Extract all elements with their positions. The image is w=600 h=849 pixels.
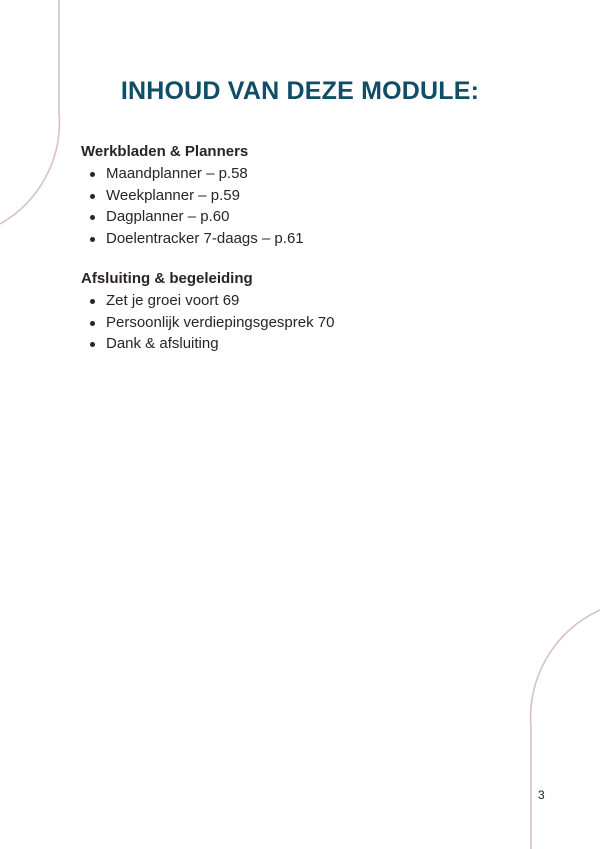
list-item-label: Maandplanner – p.58 bbox=[106, 165, 248, 182]
list-item-label: Persoonlijk verdiepingsgesprek 70 bbox=[106, 313, 335, 331]
bullet-icon bbox=[90, 172, 95, 177]
page-title: INHOUD VAN DEZE MODULE: bbox=[120, 77, 480, 105]
bullet-icon bbox=[90, 194, 95, 199]
bullet-icon bbox=[90, 342, 95, 347]
bullet-icon bbox=[90, 215, 95, 220]
bullet-icon bbox=[90, 299, 95, 304]
section-heading: Werkbladen & Planners bbox=[81, 143, 249, 160]
list-item-label: Zet je groei voort 69 bbox=[106, 292, 240, 309]
page-number: 3 bbox=[538, 788, 545, 802]
top-left-arc bbox=[0, 0, 59, 224]
list-item bbox=[81, 163, 304, 185]
list-item bbox=[81, 206, 304, 228]
list-item bbox=[81, 312, 334, 334]
bottom-right-arc bbox=[531, 610, 600, 849]
list-item-label: Weekplanner – p.59 bbox=[106, 186, 240, 204]
list-item-label: Dank & afsluiting bbox=[106, 335, 219, 352]
section-heading: Afsluiting & begeleiding bbox=[81, 270, 253, 287]
item-list bbox=[81, 163, 304, 249]
list-item bbox=[81, 290, 334, 312]
section-afsluiting bbox=[81, 269, 334, 355]
list-item bbox=[81, 228, 304, 250]
list-item bbox=[81, 185, 304, 207]
bullet-icon bbox=[90, 237, 95, 242]
item-list bbox=[81, 290, 334, 355]
list-item bbox=[81, 333, 334, 355]
bullet-icon bbox=[90, 321, 95, 326]
list-item-label: Doelentracker 7-daags – p.61 bbox=[106, 229, 304, 247]
section-werkbladen bbox=[81, 142, 304, 249]
list-item-label: Dagplanner – p.60 bbox=[106, 208, 230, 225]
